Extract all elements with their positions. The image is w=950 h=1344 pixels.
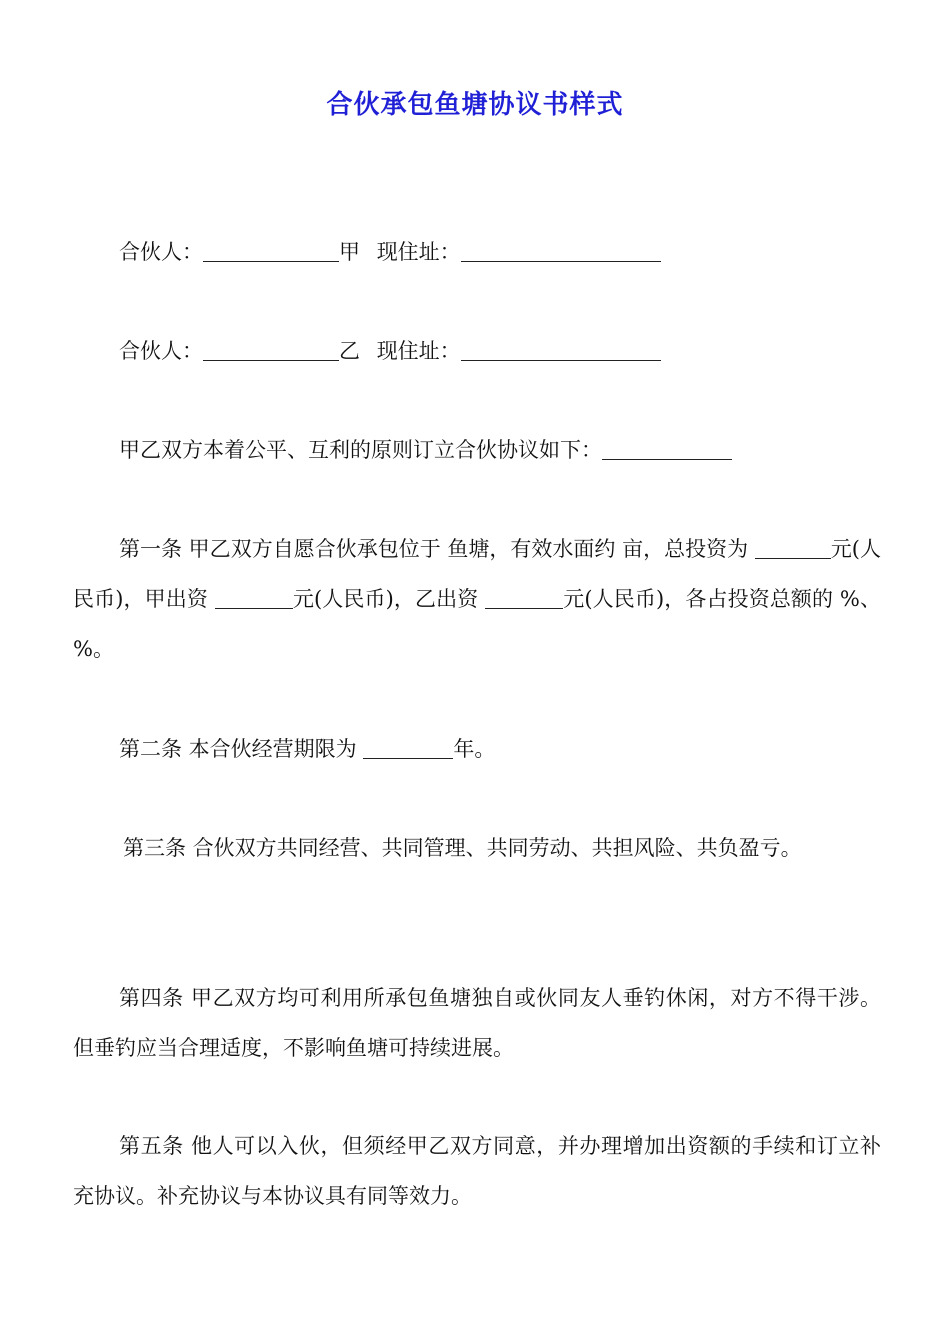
party-b-name-blank bbox=[203, 340, 339, 361]
article-5 bbox=[73, 1121, 881, 1221]
preamble-text: 甲乙双方本着公平、互利的原则订立合伙协议如下： bbox=[119, 438, 602, 462]
article-5-text: 第五条 他人可以入伙，但须经甲乙双方同意，并办理增加出资额的手续和订立补充协议。补充协议与本协议具有同等效力。 bbox=[73, 1134, 881, 1208]
party-a-label: 合伙人： bbox=[119, 240, 203, 264]
article-1-text-2: 元(人民币)，甲出资 bbox=[73, 537, 881, 611]
party-b-line bbox=[119, 339, 661, 363]
total-investment-blank bbox=[755, 538, 831, 559]
term-years-blank bbox=[363, 738, 453, 759]
article-1-text-3: 元(人民币)，乙出资 bbox=[292, 587, 479, 611]
article-2-text-2: 年。 bbox=[453, 737, 496, 761]
preamble-blank bbox=[602, 439, 732, 460]
article-3-text: 第三条 合伙双方共同经营、共同管理、共同劳动、共担风险、共负盈亏。 bbox=[123, 836, 802, 860]
party-b-label: 合伙人： bbox=[119, 339, 203, 363]
party-b-investment-blank bbox=[485, 588, 563, 609]
party-a-role: 甲 bbox=[339, 240, 360, 264]
article-1-text-4: 元(人民币)，各占投资总额的 %、 %。 bbox=[73, 587, 881, 661]
article-1 bbox=[73, 524, 881, 674]
party-a-investment-blank bbox=[215, 588, 293, 609]
party-b-address-label: 现住址： bbox=[376, 339, 461, 363]
party-a-name-blank bbox=[203, 241, 339, 262]
document-title: 合伙承包鱼塘协议书样式 bbox=[326, 90, 624, 120]
party-a-line bbox=[119, 240, 661, 264]
party-a-address-label: 现住址： bbox=[376, 240, 461, 264]
article-2-text-1: 第二条 本合伙经营期限为 bbox=[119, 737, 357, 761]
article-4 bbox=[73, 973, 881, 1073]
party-a-address-blank bbox=[461, 241, 661, 262]
preamble-line bbox=[119, 438, 732, 462]
article-3 bbox=[123, 836, 802, 860]
party-b-role: 乙 bbox=[339, 339, 360, 363]
article-4-text: 第四条 甲乙双方均可利用所承包鱼塘独自或伙同友人垂钓休闲，对方不得干涉。但垂钓应当合理适度，不影响鱼塘可持续进展。 bbox=[73, 986, 881, 1060]
party-b-address-blank bbox=[461, 340, 661, 361]
article-1-text-1: 第一条 甲乙双方自愿合伙承包位于 鱼塘，有效水面约 亩，总投资为 bbox=[119, 537, 749, 561]
article-2 bbox=[119, 737, 495, 761]
